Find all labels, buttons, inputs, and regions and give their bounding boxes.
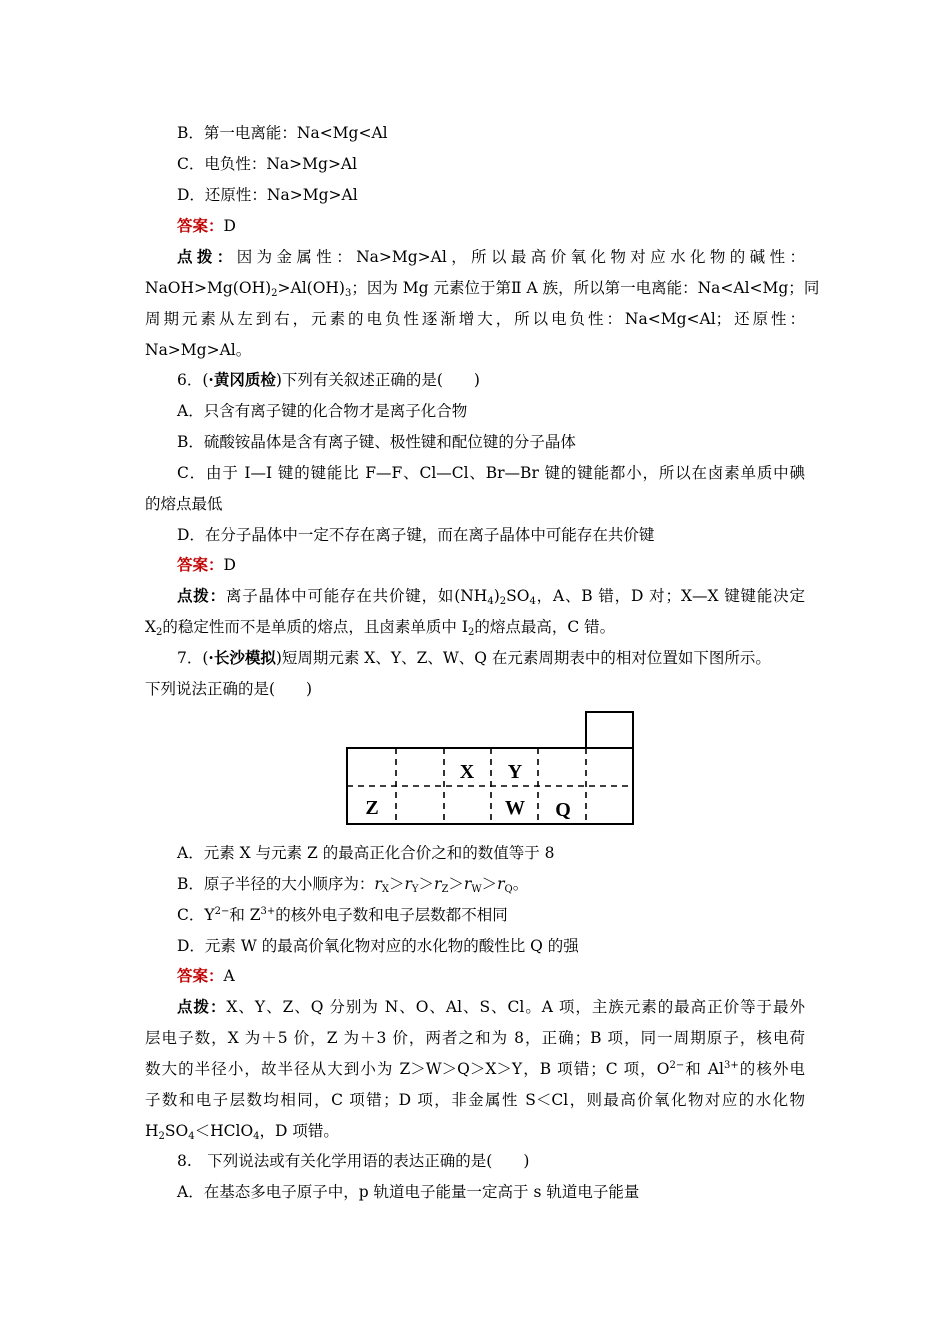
q7-hint-line-3: 数大的半径小，故半径从大到小为 Z＞W＞Q＞X＞Y，B 项错；C 项，$O^{2-}$和 $Al^{3+}$的核外电: [145, 1060, 805, 1078]
q7-stem-line-1: 7．(·长沙模拟)短周期元素 X、Y、Z、W、Q 在元素周期表中的相对位置如下图所示。: [177, 648, 771, 667]
answer-label: 答案：: [177, 966, 224, 985]
q6-option-b: B．硫酸铵晶体是含有离子键、极性键和配位键的分子晶体: [177, 433, 576, 451]
q6-option-c-line-1: C．由于 I—I 键的键能比 F—F、Cl—Cl、Br—Br 键的键能都小，所以在卤素单质中碘: [177, 464, 805, 482]
q7-source: ·长沙模拟: [208, 648, 276, 667]
q5-hint-line-4: Na>Mg>Al。: [145, 341, 252, 359]
element-z: Z: [365, 797, 379, 819]
q5-hint-line-3: 周期元素从左到右，元素的电负性逐渐增大，所以电负性：Na<Mg<Al；还原性：: [145, 310, 805, 328]
q6-source: ·黄冈质检: [208, 370, 276, 389]
q8-option-a: A．在基态多电子原子中，p 轨道电子能量一定高于 s 轨道电子能量: [177, 1183, 640, 1201]
q7-hint-line-4: 子数和电子层数均相同，C 项错；D 项，非金属性 S＜Cl，则最高价氧化物对应的水化物: [145, 1091, 805, 1109]
q5-hint-line-2: $NaOH>Mg(OH)_2>Al(OH)_3$；因为 Mg 元素位于第Ⅱ A 族，所以第一电离能：Na<Al<Mg；同: [145, 279, 820, 299]
q7-hint-line-2: 层电子数，X 为＋5 价，Z 为＋3 价，两者之和为 8，正确；B 项，同一周期原子，核电荷: [145, 1029, 805, 1047]
q7-option-c: C．$Y^{2-}$和 $Z^{3+}$的核外电子数和电子层数都不相同: [177, 906, 508, 924]
answer-value: A: [223, 967, 235, 985]
element-y: Y: [507, 761, 523, 783]
q6-answer: [177, 555, 236, 575]
element-w: W: [505, 797, 525, 819]
q7-stem-line-2: 下列说法正确的是( ): [145, 680, 313, 698]
element-x: X: [459, 761, 475, 783]
q5-option-b: B．第一电离能：Na<Mg<Al: [177, 124, 388, 142]
q7-answer: [177, 966, 235, 986]
q7-hint-line-5: $H_2SO_4<HClO_4$，D 项错。: [145, 1122, 339, 1142]
hint-label: 点拨：: [177, 586, 226, 605]
q6-option-d: D．在分子晶体中一定不存在离子键，而在离子晶体中可能存在共价键: [177, 526, 655, 544]
q5-answer: [177, 216, 236, 236]
q5-option-c: C．电负性：Na>Mg>Al: [177, 155, 358, 173]
hint-label: 点拨：: [177, 247, 237, 266]
answer-value: D: [223, 556, 236, 574]
answer-label: 答案：: [177, 216, 224, 235]
q7-option-a: A．元素 X 与元素 Z 的最高正化合价之和的数值等于 8: [177, 844, 555, 862]
q5-option-d: D．还原性：Na>Mg>Al: [177, 186, 358, 204]
answer-value: D: [223, 217, 236, 235]
q6-option-c-line-2: 的熔点最低: [145, 495, 223, 513]
q6-hint-line-2: $X_2$的稳定性而不是单质的熔点，且卤素单质中 $I_2$的熔点最高，C 错。: [145, 618, 616, 638]
q5-hint-line-1: 点拨：因为金属性：Na>Mg>Al，所以最高价氧化物对应水化物的碱性：: [177, 247, 805, 266]
q6-hint-line-1: 点拨：离子晶体中可能存在共价键，如$(NH_4)_2SO_4$，A、B 错，D 对；X—X 键键能决定: [177, 586, 805, 607]
q7-option-b: B．原子半径的大小顺序为：$r_X>r_Y>r_Z>r_W>r_Q$。: [177, 875, 529, 895]
q8-stem: 8. 下列说法或有关化学用语的表达正确的是( ): [177, 1152, 530, 1170]
q7-option-d: D．元素 W 的最高价氧化物对应的水化物的酸性比 Q 的强: [177, 937, 579, 955]
hint-label: 点拨：: [177, 997, 227, 1016]
q7-hint-line-1: 点拨：X、Y、Z、Q 分别为 N、O、Al、S、Cl。A 项，主族元素的最高正价等于最外: [177, 997, 805, 1016]
periodic-table-figure: [345, 710, 637, 828]
element-q: Q: [555, 799, 571, 821]
answer-label: 答案：: [177, 555, 224, 574]
q6-stem: 6．(·黄冈质检)下列有关叙述正确的是( ): [177, 370, 480, 389]
q6-option-a: A．只含有离子键的化合物才是离子化合物: [177, 402, 468, 420]
